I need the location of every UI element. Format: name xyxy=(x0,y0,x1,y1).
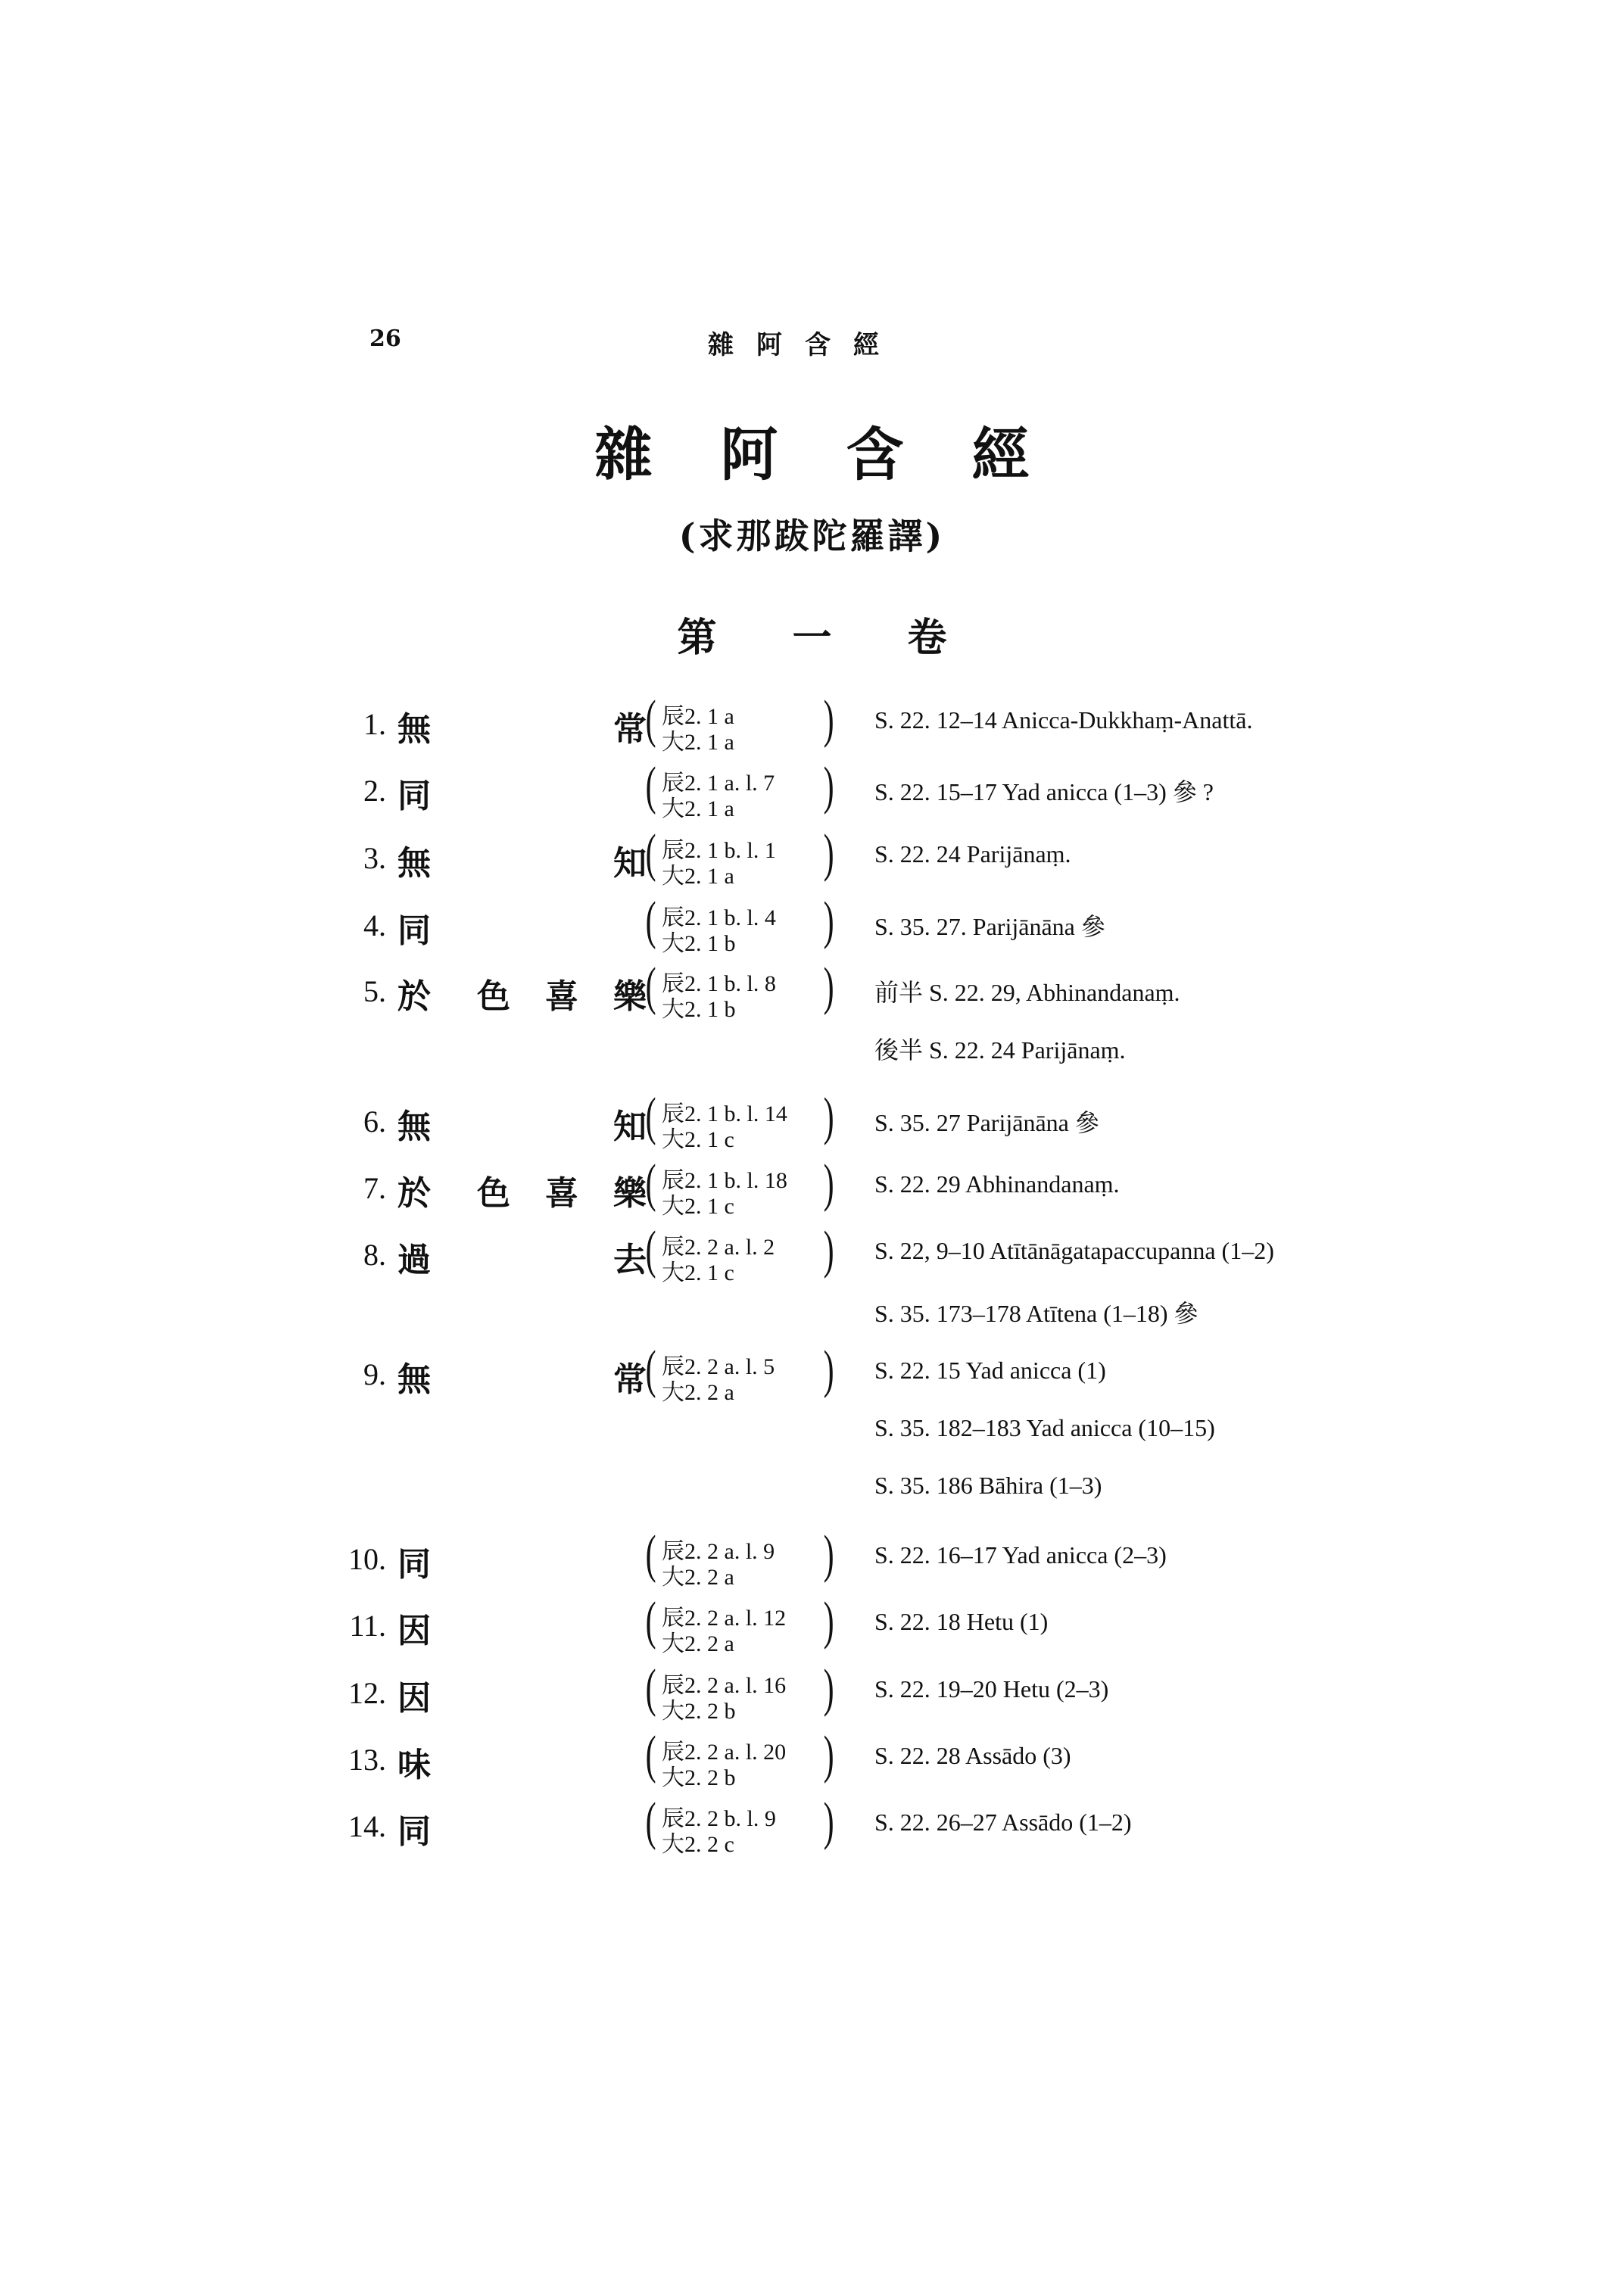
list-item xyxy=(0,1525,1624,1596)
citation-line-1: 辰2. 1 a xyxy=(662,704,734,729)
entry-title-char: 同 xyxy=(397,1545,431,1584)
fascicle-heading: 第一卷 xyxy=(677,615,1023,661)
entry-title-char: 因 xyxy=(397,1679,431,1718)
entry-title-char: 喜 xyxy=(545,1174,578,1213)
pali-reference: S. 35. 27 Parijānāna 參 xyxy=(874,1109,1099,1136)
citation-bracket xyxy=(642,759,839,820)
pali-reference: S. 35. 27. Parijānāna 參 xyxy=(874,913,1105,940)
citation-bracket xyxy=(642,1090,839,1151)
entry-title-char: 過 xyxy=(397,1241,431,1279)
entry-number: 9. xyxy=(363,1357,386,1391)
left-paren: ( xyxy=(645,1525,656,1584)
entry-title xyxy=(397,1232,647,1279)
list-item xyxy=(0,1795,1624,1863)
entry-title-char: 色 xyxy=(477,1174,510,1213)
citation-bracket xyxy=(642,960,839,1020)
entry-number: 2. xyxy=(363,774,386,808)
entry-number: 3. xyxy=(363,841,386,875)
left-paren: ( xyxy=(645,958,656,1016)
right-paren: ) xyxy=(823,892,834,950)
entry-number: 14. xyxy=(348,1809,386,1843)
pali-reference: 後半 S. 22. 24 Parijānaṃ. xyxy=(874,1036,1126,1064)
citation-bracket xyxy=(642,1525,839,1590)
pali-reference: S. 22. 15–17 Yad anicca (1–3) 參 ? xyxy=(874,778,1214,805)
entry-title xyxy=(397,1603,640,1649)
list-item xyxy=(0,1221,1624,1327)
left-paren: ( xyxy=(645,824,656,883)
citation-bracket xyxy=(642,824,839,889)
pali-reference: S. 22. 18 Hetu (1) xyxy=(874,1608,1049,1635)
page-title: 雜阿含經 xyxy=(594,421,1098,488)
citation-line-2: 大2. 1 b xyxy=(662,931,736,956)
running-head: 雜阿含經 xyxy=(708,330,902,360)
right-paren: ) xyxy=(823,958,834,1016)
list-item xyxy=(0,958,1624,1064)
list-item xyxy=(0,1154,1624,1225)
citation-line-1: 辰2. 2 a. l. 5 xyxy=(662,1354,775,1379)
entry-number: 11. xyxy=(349,1609,386,1643)
list-item xyxy=(0,759,1624,827)
citation-line-2: 大2. 2 b xyxy=(662,1765,736,1790)
right-paren: ) xyxy=(823,1726,834,1784)
entry-number: 13. xyxy=(348,1743,386,1777)
entry-title xyxy=(397,1804,640,1849)
pali-reference: S. 22, 9–10 Atītānāgatapaccupanna (1–2) xyxy=(874,1237,1274,1264)
citation-bracket xyxy=(642,1659,839,1724)
entry-title-char: 於 xyxy=(397,977,431,1016)
entry-title-char: 因 xyxy=(397,1612,431,1650)
list-item xyxy=(0,824,1624,895)
pali-reference: S. 22. 15 Yad anicca (1) xyxy=(874,1357,1106,1384)
left-paren: ( xyxy=(645,1154,656,1213)
translator-line: (求那跋陀羅譯) xyxy=(678,516,946,556)
citation-line-2: 大2. 2 b xyxy=(662,1699,736,1724)
entry-title-char: 無 xyxy=(397,710,431,749)
right-paren: ) xyxy=(823,1341,834,1399)
right-paren: ) xyxy=(823,690,834,749)
pali-reference: S. 22. 26–27 Assādo (1–2) xyxy=(874,1809,1132,1836)
left-paren: ( xyxy=(645,690,656,749)
left-paren: ( xyxy=(645,1659,656,1718)
list-item xyxy=(0,1659,1624,1730)
right-paren: ) xyxy=(823,1793,834,1851)
citation-line-1: 辰2. 1 b. l. 8 xyxy=(662,971,776,996)
entry-number: 6. xyxy=(363,1104,386,1139)
left-paren: ( xyxy=(645,1592,656,1650)
right-paren: ) xyxy=(823,757,834,815)
citation-bracket xyxy=(642,690,839,755)
citation-line-1: 辰2. 2 a. l. 16 xyxy=(662,1673,787,1698)
entry-title xyxy=(397,1099,647,1146)
right-paren: ) xyxy=(823,824,834,883)
entry-title xyxy=(397,969,647,1016)
entry-title xyxy=(397,702,647,749)
pali-reference: S. 22. 19–20 Hetu (2–3) xyxy=(874,1675,1109,1703)
entry-title-char: 無 xyxy=(397,1360,431,1399)
citation-line-1: 辰2. 2 a. l. 9 xyxy=(662,1539,775,1564)
list-item xyxy=(0,1090,1624,1158)
entry-title-char: 同 xyxy=(397,911,431,950)
page-number: 26 xyxy=(369,326,401,352)
citation-line-2: 大2. 1 a xyxy=(662,864,734,889)
citation-bracket xyxy=(642,1154,839,1219)
citation-line-2: 大2. 1 a xyxy=(662,796,734,821)
entry-title-char: 知 xyxy=(613,1108,647,1146)
left-paren: ( xyxy=(645,757,656,815)
citation-line-1: 辰2. 1 b. l. 18 xyxy=(662,1168,787,1193)
citation-line-2: 大2. 2 c xyxy=(662,1832,734,1857)
left-paren: ( xyxy=(645,1221,656,1279)
list-item xyxy=(0,894,1624,962)
list-item xyxy=(0,1728,1624,1796)
list-item xyxy=(0,1341,1624,1499)
citation-line-1: 辰2. 1 a. l. 7 xyxy=(662,771,775,796)
entry-title-char: 同 xyxy=(397,777,431,815)
pali-reference: S. 22. 12–14 Anicca-Dukkhaṃ-Anattā. xyxy=(874,706,1253,734)
citation-line-2: 大2. 1 a xyxy=(662,730,734,755)
entry-title xyxy=(397,1737,640,1783)
right-paren: ) xyxy=(823,1221,834,1279)
entry-title xyxy=(397,903,640,949)
entry-title xyxy=(397,1671,640,1716)
entry-title-char: 於 xyxy=(397,1174,431,1213)
entry-title-char: 味 xyxy=(397,1746,431,1784)
entry-number: 10. xyxy=(348,1542,386,1576)
citation-bracket xyxy=(642,894,839,955)
citation-line-2: 大2. 1 c xyxy=(662,1127,734,1152)
pali-reference: S. 22. 24 Parijānaṃ. xyxy=(874,840,1071,868)
left-paren: ( xyxy=(645,892,656,950)
list-item xyxy=(0,690,1624,761)
citation-line-1: 辰2. 2 b. l. 9 xyxy=(662,1806,776,1831)
entry-title-char: 無 xyxy=(397,844,431,883)
pali-reference: S. 22. 29 Abhinandanaṃ. xyxy=(874,1170,1120,1198)
entry-title-char: 無 xyxy=(397,1108,431,1146)
entry-title xyxy=(397,836,647,883)
left-paren: ( xyxy=(645,1793,656,1851)
citation-line-2: 大2. 2 a xyxy=(662,1565,734,1590)
pali-reference: S. 35. 186 Bāhira (1–3) xyxy=(874,1472,1102,1499)
citation-bracket xyxy=(642,1343,839,1404)
entry-number: 12. xyxy=(348,1676,386,1710)
right-paren: ) xyxy=(823,1659,834,1718)
citation-line-1: 辰2. 1 b. l. 4 xyxy=(662,905,776,930)
citation-line-1: 辰2. 2 a. l. 2 xyxy=(662,1235,775,1260)
entry-title-char: 同 xyxy=(397,1812,431,1851)
right-paren: ) xyxy=(823,1088,834,1146)
entry-title-char: 色 xyxy=(477,977,510,1016)
pali-reference: S. 22. 28 Assādo (3) xyxy=(874,1742,1071,1769)
citation-line-1: 辰2. 1 b. l. 14 xyxy=(662,1101,787,1126)
citation-bracket xyxy=(642,1795,839,1855)
entry-title-char: 去 xyxy=(613,1241,647,1279)
entry-number: 7. xyxy=(363,1171,386,1205)
citation-line-2: 大2. 1 c xyxy=(662,1260,734,1285)
entry-title-char: 樂 xyxy=(613,1174,647,1213)
pali-reference: 前半 S. 22. 29, Abhinandanaṃ. xyxy=(874,979,1180,1006)
entry-number: 5. xyxy=(363,974,386,1008)
entry-title-char: 喜 xyxy=(545,977,578,1016)
left-paren: ( xyxy=(645,1341,656,1399)
citation-line-2: 大2. 2 a xyxy=(662,1380,734,1405)
entry-title xyxy=(397,768,640,814)
right-paren: ) xyxy=(823,1154,834,1213)
pali-reference: S. 35. 173–178 Atītena (1–18) 參 xyxy=(874,1300,1199,1327)
entry-title-char: 知 xyxy=(613,844,647,883)
entry-title xyxy=(397,1352,647,1399)
right-paren: ) xyxy=(823,1525,834,1584)
right-paren: ) xyxy=(823,1592,834,1650)
left-paren: ( xyxy=(645,1088,656,1146)
pali-reference: S. 35. 182–183 Yad anicca (10–15) xyxy=(874,1414,1215,1441)
left-paren: ( xyxy=(645,1726,656,1784)
entry-title xyxy=(397,1537,640,1582)
entry-number: 8. xyxy=(363,1238,386,1272)
entry-number: 4. xyxy=(363,908,386,942)
pali-reference: S. 22. 16–17 Yad anicca (2–3) xyxy=(874,1541,1167,1569)
citation-line-2: 大2. 1 c xyxy=(662,1194,734,1219)
entry-title-char: 常 xyxy=(613,710,647,749)
citation-bracket xyxy=(642,1223,839,1284)
entry-number: 1. xyxy=(363,707,386,741)
list-item xyxy=(0,1594,1624,1662)
entry-title-char: 樂 xyxy=(613,977,647,1016)
citation-line-2: 大2. 1 b xyxy=(662,997,736,1022)
entry-title xyxy=(397,1166,647,1213)
citation-line-1: 辰2. 2 a. l. 20 xyxy=(662,1740,787,1765)
citation-bracket xyxy=(642,1728,839,1789)
citation-line-1: 辰2. 1 b. l. 1 xyxy=(662,838,776,863)
citation-bracket xyxy=(642,1594,839,1655)
citation-line-1: 辰2. 2 a. l. 12 xyxy=(662,1606,787,1631)
citation-line-2: 大2. 2 a xyxy=(662,1631,734,1656)
entry-title-char: 常 xyxy=(613,1360,647,1399)
